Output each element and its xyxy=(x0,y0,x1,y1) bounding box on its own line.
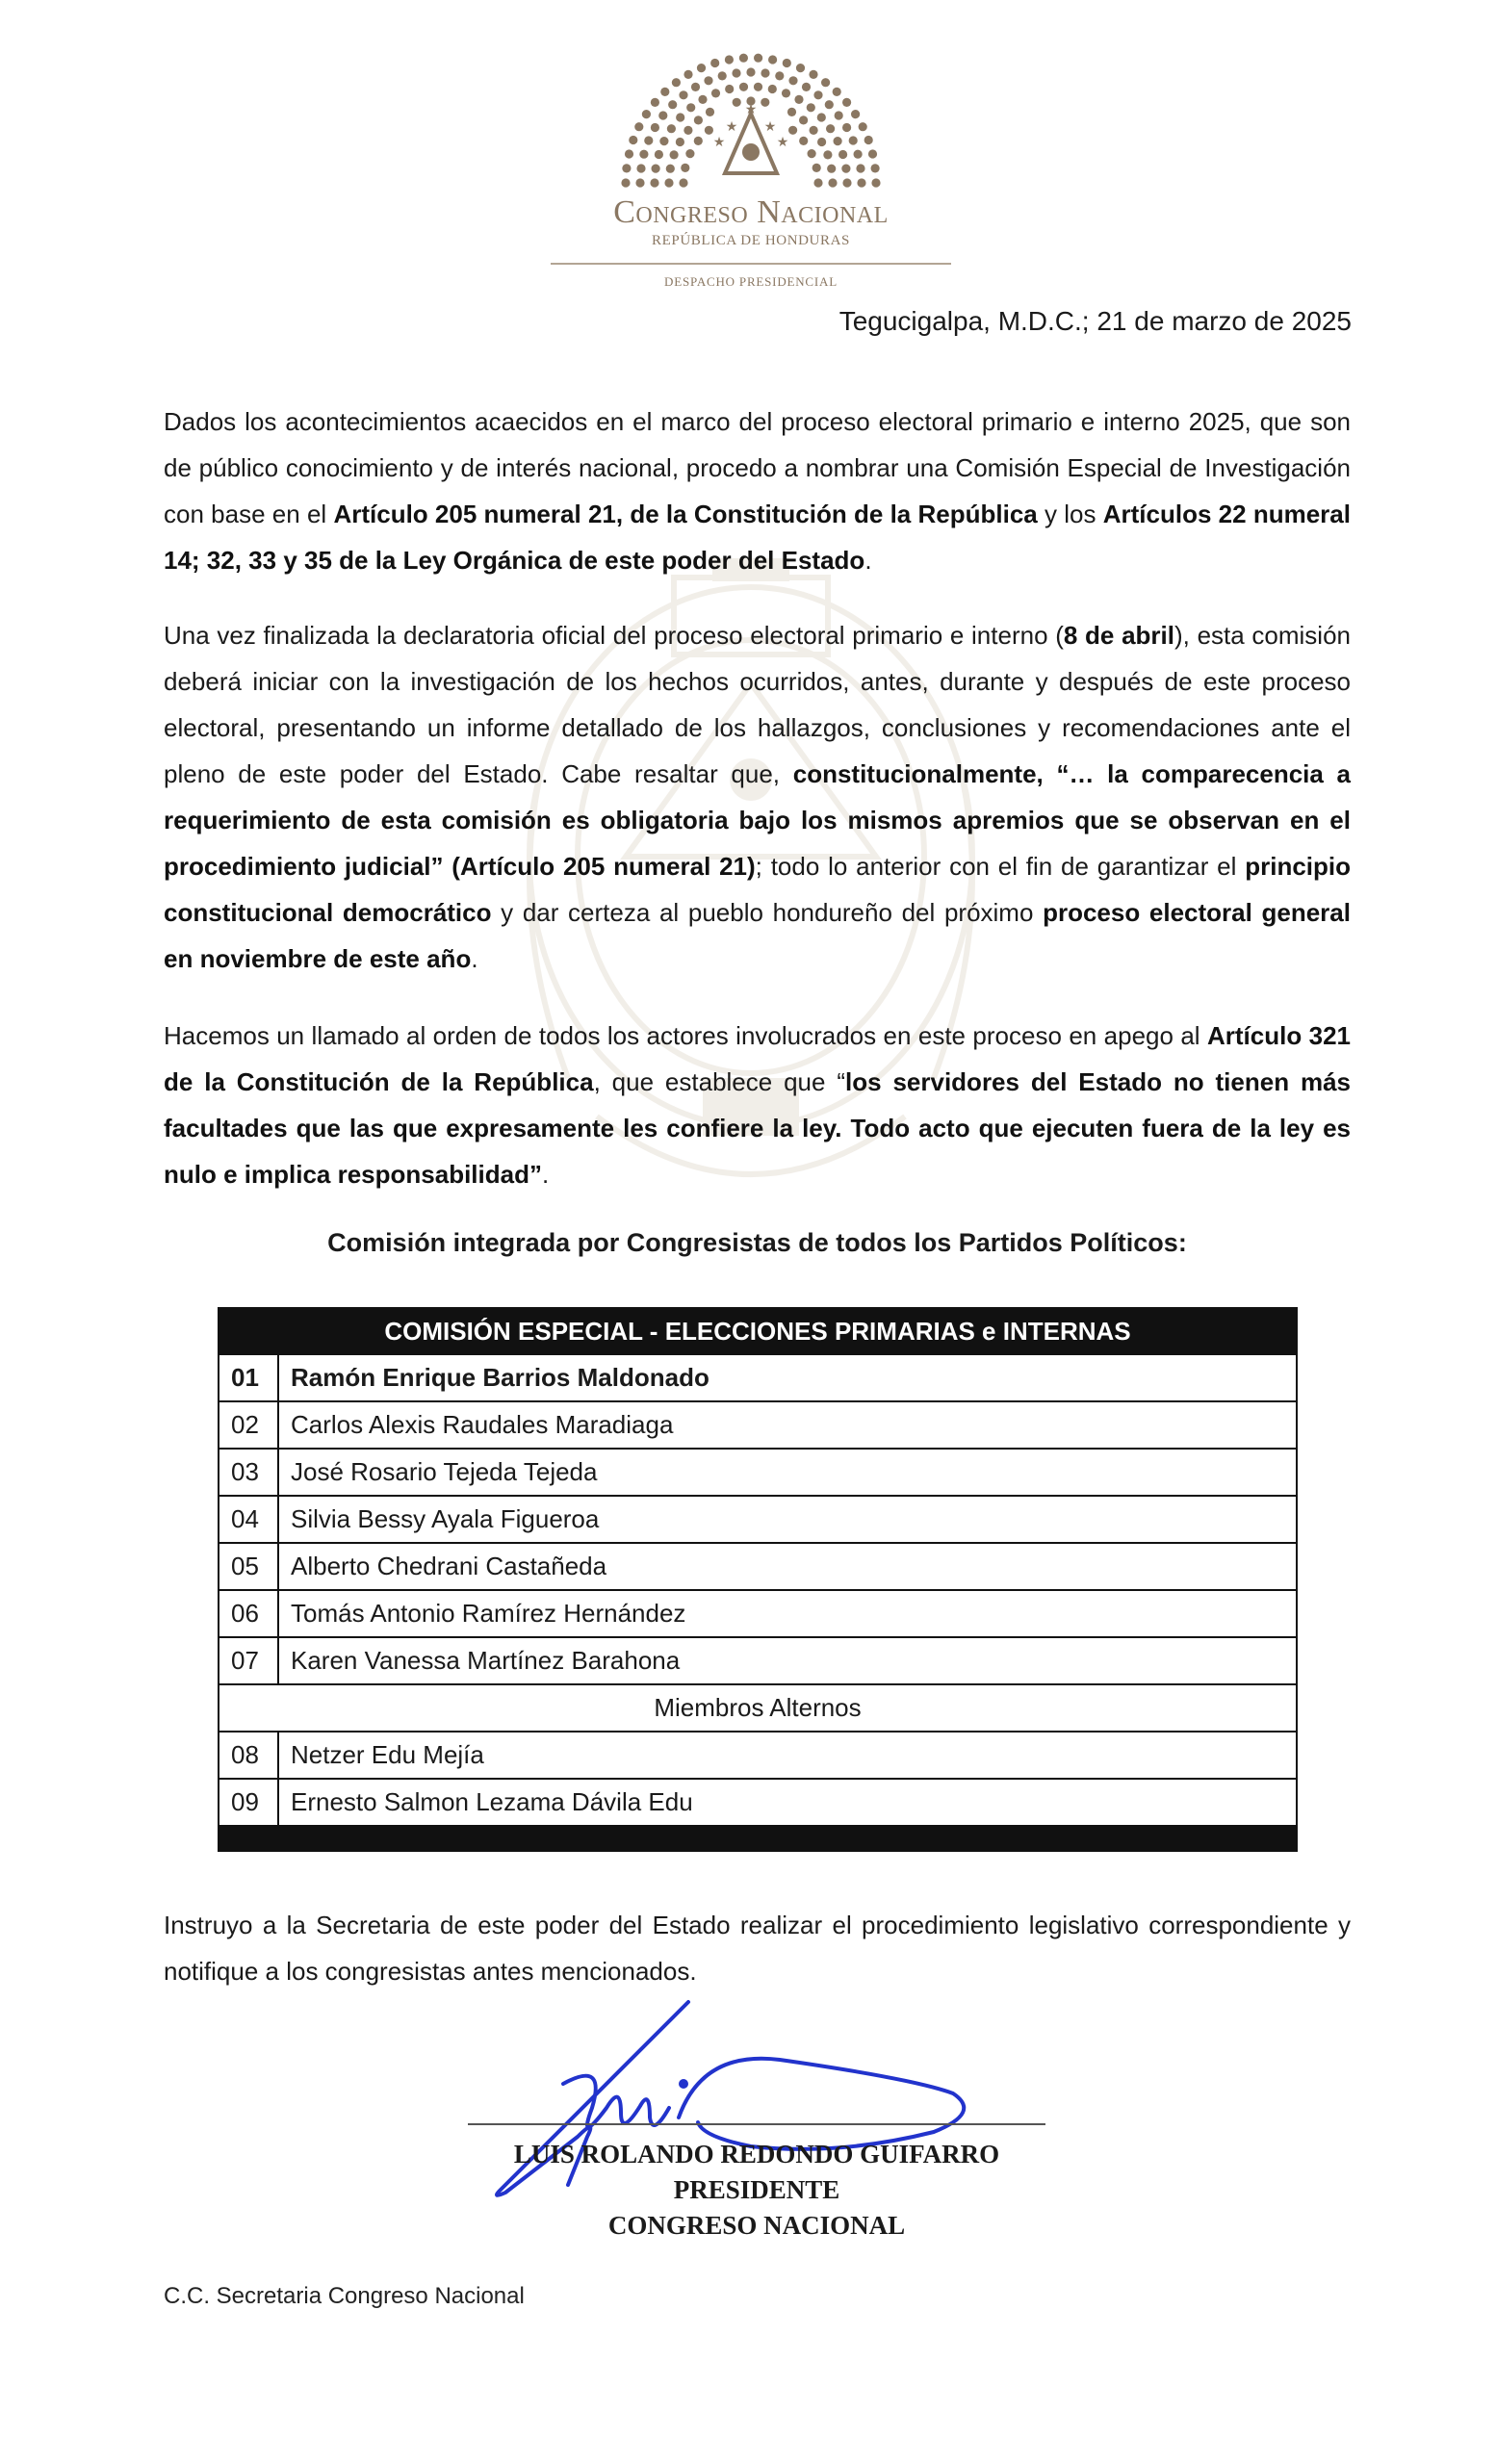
hemicycle-seat-dot xyxy=(725,55,734,64)
hemicycle-seat-dot xyxy=(684,126,692,135)
hemicycle-seat-dot xyxy=(834,137,842,145)
hemicycle-seat-dot xyxy=(871,178,880,187)
hemicycle-seat-dot xyxy=(812,164,821,172)
hemicycle-seat-dot xyxy=(685,149,694,158)
hemicycle-seat-dot xyxy=(827,165,836,173)
hemicycle-seat-dot xyxy=(684,70,692,79)
hemicycle-seat-dot xyxy=(679,178,687,187)
hemicycle-seat-dot xyxy=(739,54,748,63)
hemicycle-seat-dot xyxy=(644,136,653,144)
emblem-center-icon xyxy=(742,143,760,161)
member-name: Tomás Antonio Ramírez Hernández xyxy=(278,1590,1297,1637)
hemicycle-seat-dot xyxy=(725,85,734,93)
paragraph-4: Instruyo a la Secretaria de este poder del Estado realizar el procedimiento legislativo correspondiente y notifique a los congresistas antes mencionados. xyxy=(164,1911,1351,1986)
hemicycle-seat-dot xyxy=(849,136,858,144)
hemicycle-seat-dot xyxy=(788,76,797,85)
table-row xyxy=(219,1354,1297,1401)
hemicycle-seat-dot xyxy=(856,164,864,172)
table-row xyxy=(219,1590,1297,1637)
hemicycle-seat-dot xyxy=(864,136,873,144)
paragraph-1: Dados los acontecimientos acaecidos en el marco del proceso electoral primario e interno 2025, que son de público conocimiento y de interés nacional, procedo a nombrar una Comisión Especial de Investigación con base en el Artículo 205 numeral 21, de la Constitución de la República y los Artículos 22 numeral 14; 32, 33 y 35 de la Ley Orgánica de este poder del Estado. xyxy=(164,407,1351,575)
member-name: Ramón Enrique Barrios Maldonado xyxy=(278,1354,1297,1401)
hemicycle-seat-dot xyxy=(857,178,865,187)
member-name: Netzer Edu Mejía xyxy=(278,1732,1297,1779)
hemicycle-seat-dot xyxy=(787,108,796,116)
member-name: Silvia Bessy Ayala Figueroa xyxy=(278,1496,1297,1543)
hemicycle-seat-dot xyxy=(697,64,706,72)
hemicycle-seat-dot xyxy=(813,178,822,187)
hemicycle-seat-dot xyxy=(670,150,679,159)
star-icon: ★ xyxy=(744,101,758,116)
congress-hemicycle-logo xyxy=(611,38,890,192)
star-icon: ★ xyxy=(725,118,738,134)
hemicycle-seat-dot xyxy=(809,70,817,79)
commission-table xyxy=(218,1307,1298,1852)
hemicycle-seat-dot xyxy=(629,136,637,144)
member-name: Alberto Chedrani Castañeda xyxy=(278,1543,1297,1590)
signatory-name: LUIS ROLANDO REDONDO GUIFARRO xyxy=(513,2140,1000,2169)
star-icon: ★ xyxy=(763,118,777,134)
hemicycle-seat-dot xyxy=(842,98,851,107)
hemicycle-seat-dot xyxy=(871,164,880,172)
hemicycle-seat-dot xyxy=(768,55,777,64)
member-name: Karen Vanessa Martínez Barahona xyxy=(278,1637,1297,1684)
hemicycle-seat-dot xyxy=(672,78,681,87)
member-number: 05 xyxy=(219,1543,278,1590)
hemicycle-seat-dot xyxy=(732,68,740,77)
hemicycle-seat-dot xyxy=(733,98,741,107)
hemicycle-seat-dot xyxy=(718,71,727,80)
hemicycle-seat-dot xyxy=(621,178,630,187)
hemicycle-seat-dot xyxy=(859,122,867,131)
member-number: 04 xyxy=(219,1496,278,1543)
hemicycle-seat-dot xyxy=(761,68,769,77)
member-number: 06 xyxy=(219,1590,278,1637)
hemicycle-seat-dot xyxy=(826,124,835,133)
hemicycle-seat-dot xyxy=(868,149,877,158)
hemicycle-seat-dot xyxy=(808,149,816,158)
hemicycle-seat-dot xyxy=(655,150,663,159)
hemicycle-seat-dot xyxy=(782,89,790,97)
hemicycle-seat-dot xyxy=(652,165,660,173)
hemicycle-seat-dot xyxy=(754,54,762,63)
date-line: Tegucigalpa, M.D.C.; 21 de marzo de 2025 xyxy=(838,306,1352,336)
table-header: COMISIÓN ESPECIAL - ELECCIONES PRIMARIAS e INTERNAS xyxy=(219,1308,1297,1354)
carbon-copy-note: C.C. Secretaria Congreso Nacional xyxy=(164,2283,525,2309)
hemicycle-seat-dot xyxy=(634,122,643,131)
member-number: 02 xyxy=(219,1401,278,1449)
office-name: DESPACHO PRESIDENCIAL xyxy=(664,274,838,289)
hemicycle-seat-dot xyxy=(666,165,675,173)
hemicycle-seat-dot xyxy=(783,59,791,67)
hemicycle-seat-dot xyxy=(660,88,669,96)
hemicycle-seat-dot xyxy=(622,164,631,172)
hemicycle-seat-dot xyxy=(817,113,826,121)
hemicycle-seat-dot xyxy=(658,111,667,119)
table-row xyxy=(219,1496,1297,1543)
alternates-label: Miembros Alternos xyxy=(219,1684,1297,1732)
hemicycle-seat-dot xyxy=(739,83,748,91)
hemicycle-seat-dot xyxy=(698,95,707,104)
hemicycle-seat-dot xyxy=(694,116,703,124)
hemicycle-seat-dot xyxy=(635,178,644,187)
hemicycle-seat-dot xyxy=(799,116,808,124)
table-row xyxy=(219,1543,1297,1590)
star-icon: ★ xyxy=(712,134,726,149)
table-footer-bar xyxy=(219,1826,1297,1851)
hemicycle-seat-dot xyxy=(833,88,841,96)
hemicycle-seat-dot xyxy=(694,137,703,145)
hemicycle-seat-dot xyxy=(664,178,673,187)
hemicycle-seat-dot xyxy=(659,137,668,145)
hemicycle-seat-dot xyxy=(650,178,658,187)
hemicycle-seat-dot xyxy=(825,100,834,109)
hemicycle-seat-dot xyxy=(668,100,677,109)
paragraph-2: Una vez finalizada la declaratoria oficial del proceso electoral primario e interno (8 de abril), esta comisión deberá iniciar con la investigación de los hechos ocurridos, antes, durante y después de este proceso electoral, presentando un informe detallado de los hallazgos, conclusiones y recomendaciones ante el pleno de este poder del Estado. Cabe resaltar que, constitucionalmente, “… la comparecencia a requerimiento de esta comisión es obligatoria bajo los mismos apremios que se observan en el procedimiento judicial” (Artículo 205 numeral 21); todo lo anterior con el fin de garantizar el principio constitucional democrático y dar certeza al pueblo hondureño del próximo proceso electoral general en noviembre de este año. xyxy=(164,621,1352,973)
hemicycle-seat-dot xyxy=(686,103,695,112)
member-number: 01 xyxy=(219,1354,278,1401)
hemicycle-seat-dot xyxy=(667,124,676,133)
table-caption: Comisión integrada por Congresistas de todos los Partidos Políticos: xyxy=(327,1228,1187,1257)
member-name: Ernesto Salmon Lezama Dávila Edu xyxy=(278,1779,1297,1826)
hemicycle-seat-dot xyxy=(651,98,659,107)
hemicycle-seat-dot xyxy=(799,137,808,145)
member-number: 08 xyxy=(219,1732,278,1779)
table-row xyxy=(219,1449,1297,1496)
hemicycle-seat-dot xyxy=(710,59,719,67)
hemicycle-seat-dot xyxy=(796,64,805,72)
hemicycle-seat-dot xyxy=(842,178,851,187)
hemicycle-seat-dot xyxy=(817,138,826,146)
organization-subtitle: REPÚBLICA DE HONDURAS xyxy=(652,233,850,248)
table-row xyxy=(219,1401,1297,1449)
hemicycle-seat-dot xyxy=(813,90,822,99)
hemicycle-seat-dot xyxy=(807,103,815,112)
hemicycle-seat-dot xyxy=(651,123,659,132)
hemicycle-seat-dot xyxy=(704,76,712,85)
star-icon: ★ xyxy=(776,134,789,149)
member-number: 07 xyxy=(219,1637,278,1684)
letterhead xyxy=(539,38,963,290)
hemicycle-seat-dot xyxy=(705,126,713,135)
hemicycle-seat-dot xyxy=(794,95,803,104)
hemicycle-seat-dot xyxy=(754,83,762,91)
letterhead-divider xyxy=(551,263,951,265)
hemicycle-seat-dot xyxy=(823,150,832,159)
table-row xyxy=(219,1779,1297,1826)
member-number: 09 xyxy=(219,1779,278,1826)
hemicycle-seat-dot xyxy=(841,165,850,173)
table-row xyxy=(219,1637,1297,1684)
hemicycle-seat-dot xyxy=(761,98,769,107)
signatory-title: PRESIDENTE xyxy=(673,2175,840,2204)
signature-line xyxy=(468,2123,1045,2125)
hemicycle-seat-dot xyxy=(828,178,837,187)
hemicycle-seat-dot xyxy=(676,113,684,121)
hemicycle-seat-dot xyxy=(838,150,847,159)
hemicycle-seat-dot xyxy=(768,85,777,93)
hemicycle-seat-dot xyxy=(854,150,863,159)
signatory-institution: CONGRESO NACIONAL xyxy=(607,2211,906,2240)
hemicycle-seat-dot xyxy=(642,110,651,118)
hemicycle-seat-dot xyxy=(835,111,843,119)
hemicycle-seat-dot xyxy=(810,126,818,135)
hemicycle-seat-dot xyxy=(639,150,648,159)
hemicycle-seat-dot xyxy=(679,90,687,99)
hemicycle-seat-dot xyxy=(775,71,784,80)
hemicycle-seat-dot xyxy=(821,78,830,87)
hemicycle-seat-dot xyxy=(711,89,720,97)
hemicycle-seat-dot xyxy=(851,110,860,118)
signatory-block xyxy=(468,2137,1045,2244)
hemicycle-seat-dot xyxy=(691,83,700,91)
hemicycle-seat-dot xyxy=(842,123,851,132)
hemicycle-seat-dot xyxy=(788,126,797,135)
member-number: 03 xyxy=(219,1449,278,1496)
hemicycle-seat-dot xyxy=(706,108,714,116)
hemicycle-seat-dot xyxy=(681,164,689,172)
organization-name: Congreso Nacional xyxy=(613,194,889,230)
hemicycle-seat-dot xyxy=(746,67,755,76)
member-name: Carlos Alexis Raudales Maradiaga xyxy=(278,1401,1297,1449)
hemicycle-seat-dot xyxy=(636,164,645,172)
hemicycle-seat-dot xyxy=(802,83,811,91)
member-name: José Rosario Tejeda Tejeda xyxy=(278,1449,1297,1496)
table-row xyxy=(219,1732,1297,1779)
hemicycle-seat-dot xyxy=(676,138,684,146)
paragraph-3: Hacemos un llamado al orden de todos los actores involucrados en este proceso en apego al Artículo 321 de la Constitución de la República, que establece que “los servidores del Estado no tienen más facultades que las que expresamente les confiere la ley. Todo acto que ejecuten fuera de la ley es nulo e implica responsabilidad”. xyxy=(164,1021,1352,1189)
hemicycle-seat-dot xyxy=(625,149,633,158)
